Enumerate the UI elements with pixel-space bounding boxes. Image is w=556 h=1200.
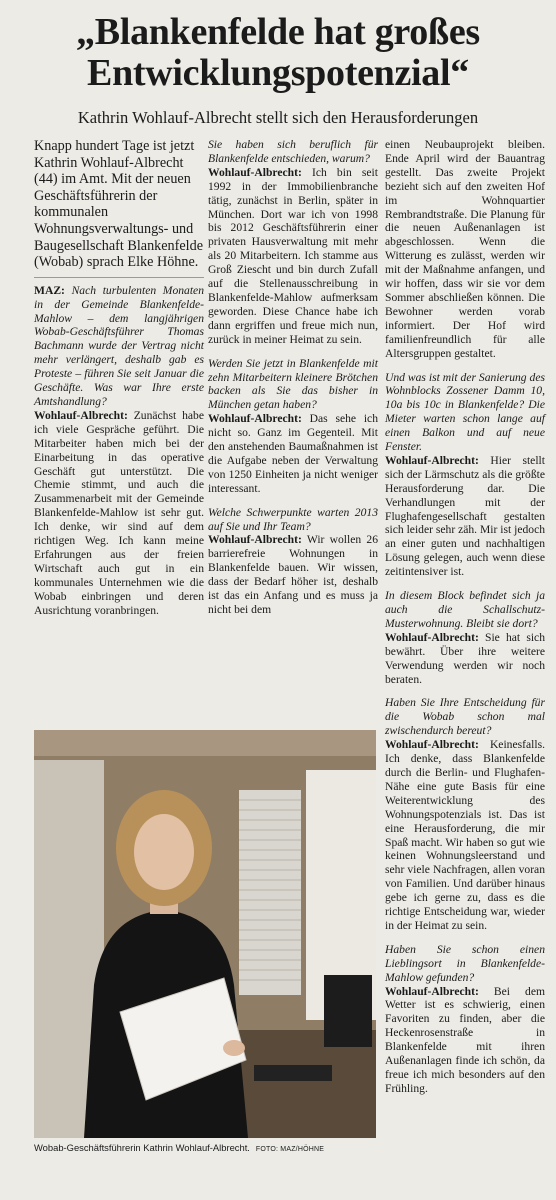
- interview-answer: [208, 412, 378, 495]
- interview-answer: [208, 533, 378, 616]
- interview-answer: [385, 454, 545, 579]
- speaker-label: Wohlauf-Albrecht:: [208, 533, 302, 547]
- speaker-label: Wohlauf-Albrecht:: [385, 453, 479, 467]
- headline-line-1: „Blankenfelde hat großes: [76, 11, 480, 53]
- interview-answer: [208, 166, 378, 347]
- answer-text: Sie hat sich bewährt. Über ihre weitere Verwendung werden wir noch beraten.: [385, 630, 545, 686]
- interview-question: Haben Sie Ihre Entscheidung für die Wobab schon mal zwischendurch bereut?: [385, 696, 545, 738]
- portrait-photo: [34, 730, 376, 1138]
- subheadline: Kathrin Wohlauf-Albrecht stellt sich den Herausforderungen: [77, 108, 479, 127]
- article-column-2: [208, 138, 378, 720]
- article-column-3: [385, 138, 545, 1178]
- answer-text: Keinesfalls. Ich denke, dass Blankenfelde durch die Berlin- und Flughafen-Nähe eine gute Basis für eine Weiterentwicklung des Wohnungspotenzials ist. Das ist eine Herausforderung, die mir Spaß macht. Wir haben so gut wie keinen Wohnungsleerstand und sehr viele Nachfragen, allen voran von Familien. Und darüber hinaus gebe ich gerne zu, dass es die richtige Entscheidung war, wieder in der Heimat zu sein.: [385, 738, 545, 932]
- portrait-illustration: [34, 730, 376, 1138]
- interview-answer: [385, 631, 545, 687]
- headline-line-2: Entwicklungspotenzial“: [87, 52, 469, 94]
- interview-question: [34, 284, 204, 409]
- answer-text: Ich bin seit 1992 in der Immobilienbranche tätig, zunächst in Berlin, später in München. Dort war ich von 1998 bis 2012 Geschäftsführerin einer privaten Hausverwaltung mit mehr als 20 Mitarbeitern. Ich stamme aus Groß Ziescht und bin durch Zufall auf die Stellenausschreibung in Blankenfelde-Mahlow aufmerksam geworden. Diese Chance habe ich dann ergriffen und freue mich nun, zurück in meiner Heimat zu sein.: [208, 165, 378, 346]
- answer-text: Bei dem Wetter ist es schwierig, einen Favoriten zu finden, aber die Heckenrosenstraße in Blankenfelde mit ihren Außenanlagen finde ich schön, da freue ich mich besonders auf den Frühling.: [385, 984, 545, 1095]
- interview-question: Und was ist mit der Sanierung des Wohnblocks Zossener Damm 10, 10a bis 10c in Blankenfelde? Die Mieter warten schon lange auf einen Balkon und auf neue Fenster.: [385, 370, 545, 454]
- interviewer-label: MAZ:: [34, 283, 65, 297]
- answer-text: Zunächst habe ich viele Gespräche geführt. Die Mitarbeiter haben mich bei der Einarbeitung in das operative Geschäft gut unterstützt. Die Chemie stimmt, und auch die Zusammenarbeit mit der Gemeinde Blankenfelde-Mahlow ist sehr gut. Ich denke, wir sind auf dem richtigen Weg. Ich kann meine Erfahrungen aus der freien Wirtschaft auch gut in ein kommunales Unternehmen wie die Wobab einbringen und deren Ausrichtung voranbringen.: [34, 408, 204, 617]
- interview-question: Werden Sie jetzt in Blankenfelde mit zehn Mitarbeitern kleinere Brötchen backen als Sie das bisher in München getan haben?: [208, 356, 378, 412]
- ceiling: [34, 730, 376, 756]
- answer-text: Hier stellt sich der Lärmschutz als die größte Herausforderung dar. Die Verhandlungen mit der Flughafengesellschaft gestalten sich leider sehr zäh. Mir ist jedoch an einer guten und nachhaltigen Lösung gelegen, auch wenn diese zeitintensiver ist.: [385, 453, 546, 579]
- divider: [34, 277, 204, 278]
- interview-question: Welche Schwerpunkte warten 2013 auf Sie und Ihr Team?: [208, 505, 378, 533]
- speaker-label: Wohlauf-Albrecht:: [34, 408, 128, 422]
- interview-answer: [385, 738, 545, 933]
- caption-text: Wobab-Geschäftsführerin Kathrin Wohlauf-Albrecht.: [34, 1142, 250, 1153]
- speaker-label: Wohlauf-Albrecht:: [208, 165, 302, 179]
- interview-question: Haben Sie schon einen Lieblingsort in Blankenfelde-Mahlow gefunden?: [385, 942, 545, 984]
- speaker-label: Wohlauf-Albrecht:: [385, 984, 479, 998]
- person-face: [134, 814, 194, 890]
- answer-text: Wir wollen 26 barrierefreie Wohnungen in Blankenfelde bauen. Wir wissen, dass der Bedarf höher ist, deshalb ist das ein Anfang und es muss ja nicht bei dem: [208, 533, 378, 616]
- article-column-1: [34, 138, 204, 720]
- intro-paragraph: Knapp hundert Tage ist jetzt Kathrin Wohlauf-Albrecht (44) im Amt. Mit der neuen Geschäftsführerin der kommunalen Wohnungsverwaltungs- und Baugesellschaft Blankenfelde (Wobab) sprach Elke Höhne.: [34, 138, 204, 271]
- monitor: [324, 975, 372, 1047]
- speaker-label: Wohlauf-Albrecht:: [385, 630, 479, 644]
- photo-caption: [34, 1142, 378, 1156]
- window-blinds: [239, 790, 301, 995]
- photo-credit: FOTO: MAZ/HÖHNE: [255, 1146, 325, 1153]
- answer-text: Das sehe ich nicht so. Ganz im Gegenteil. Mit den anstehenden Baumaßnahmen ist die Aufgabe neben der Verwaltung von 1250 Einheiten ja nicht weniger interessant.: [208, 412, 378, 495]
- question-text: Nach turbulenten Monaten in der Gemeinde Blankenfelde-Mahlow – dem langjährigen Wobab-Geschäftsführer Thomas Bachmann wurde der Vertrag nicht mehr verlängert, deshalb gab es Proteste – führen Sie seit Januar die Geschäfte. Was war Ihre erste Amtshandlung?: [34, 283, 205, 408]
- interview-question: In diesem Block befindet sich ja auch die Schallschutz-Musterwohnung. Bleibt sie dort?: [385, 589, 545, 630]
- interview-question: Sie haben sich beruflich für Blankenfelde entschieden, warum?: [208, 138, 378, 165]
- person-hand: [223, 1040, 245, 1056]
- speaker-label: Wohlauf-Albrecht:: [208, 412, 302, 426]
- speaker-label: Wohlauf-Albrecht:: [385, 738, 479, 752]
- interview-answer-continued: einen Neubauprojekt bleiben. Ende April wird der Bauantrag gestellt. Das zweite Projekt bezieht sich auf den zweiten Hof im Wohnquartier Rembrandtstraße. Die Planung für die neuen Außenanlagen ist abgeschlossen. Wenn die Witterung es zulässt, werden wir mit der Maßnahme anfangen, und wir hoffen, dass wir sie vor dem Sommer abschließen können. Die Bewohner werden vorab informiert. Der Hof wird familienfreundlich für alle Altersgruppen gestaltet.: [385, 138, 545, 360]
- interview-answer: [385, 985, 545, 1096]
- interview-answer: [34, 409, 204, 618]
- keyboard: [254, 1065, 332, 1081]
- headline: [8, 12, 548, 94]
